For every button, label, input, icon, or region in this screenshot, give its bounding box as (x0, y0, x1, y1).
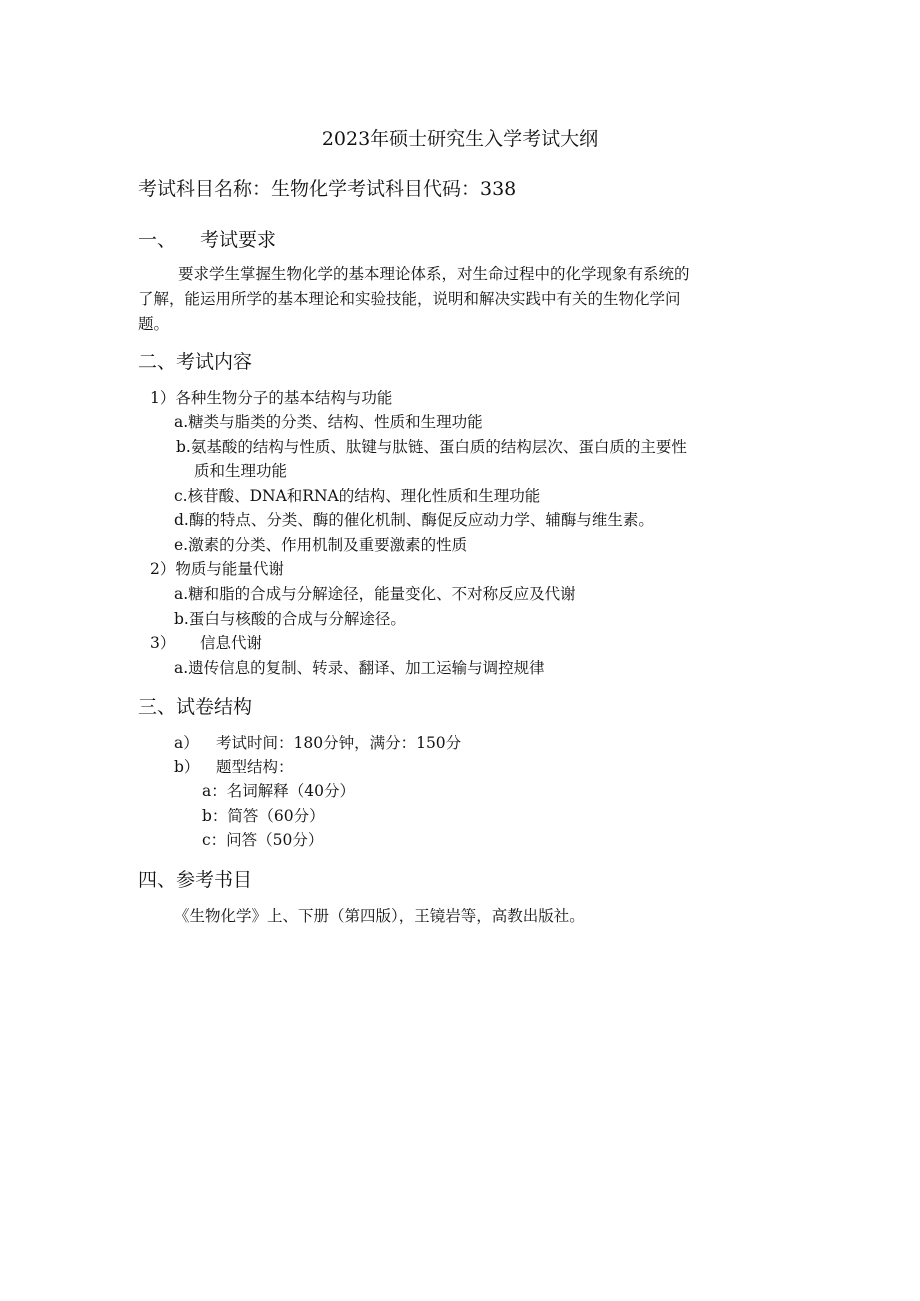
content-item-2b: b.蛋白与核酸的合成与分解途径。 (174, 610, 406, 628)
content-item-2: 2）物质与能量代谢 (150, 560, 284, 578)
content-item-3-number: 3） (150, 634, 176, 652)
content-item-1d: d.酶的特点、分类、酶的催化机制、酶促反应动力学、辅酶与维生素。 (174, 511, 654, 529)
section-1-heading (138, 225, 276, 252)
content-item-1c: c.核苷酸、DNA和RNA的结构、理化性质和生理功能 (174, 487, 541, 505)
section-1-number: 一、 (138, 229, 177, 251)
content-item-3a: a.遗传信息的复制、转录、翻译、加工运输与调控规律 (174, 659, 545, 677)
document-title: 2023年硕士研究生入学考试大纲 (321, 128, 599, 150)
content-item-1b-line-1: b.氨基酸的结构与性质、肽键与肽链、蛋白质的结构层次、蛋白质的主要性 (176, 438, 687, 456)
section-1-para-line-1: 要求学生掌握生物化学的基本理论体系，对生命过程中的化学现象有系统的 (178, 265, 690, 283)
structure-item-b (174, 755, 294, 777)
section-4-heading: 四、参考书目 (138, 869, 253, 891)
content-item-1b-line-2: 质和生理功能 (194, 462, 288, 480)
content-item-3 (150, 631, 262, 653)
section-1-para-line-2: 了解，能运用所学的基本理论和实验技能，说明和解决实践中有关的生物化学问 (138, 290, 681, 308)
content-item-3-text: 信息代谢 (200, 634, 263, 652)
subject-line: 考试科目名称：生物化学考试科目代码：338 (138, 178, 517, 200)
structure-item-a (174, 731, 461, 753)
content-item-1e: e.激素的分类、作用机制及重要激素的性质 (174, 536, 468, 554)
structure-item-a-number: a） (174, 734, 199, 752)
structure-item-b-text: 题型结构： (216, 758, 294, 776)
section-2-heading: 二、考试内容 (138, 351, 253, 373)
structure-item-b-number: b） (174, 758, 200, 776)
question-type-1: a：名词解释（40分） (202, 782, 355, 800)
reference-book: 《生物化学》上、下册（第四版），王镜岩等，高教出版社。 (174, 907, 585, 925)
question-type-3: c：问答（50分） (202, 831, 324, 849)
content-item-1a: a.糖类与脂类的分类、结构、性质和生理功能 (174, 413, 483, 431)
structure-item-a-text: 考试时间：180分钟，满分：150分 (216, 734, 462, 752)
section-1-para-line-3: 题。 (138, 315, 170, 333)
content-item-2a: a.糖和脂的合成与分解途径，能量变化、不对称反应及代谢 (174, 585, 576, 603)
content-item-1: 1）各种生物分子的基本结构与功能 (150, 389, 393, 407)
question-type-2: b：简答（60分） (202, 807, 325, 825)
section-1-title: 考试要求 (200, 229, 277, 251)
section-3-heading: 三、试卷结构 (138, 696, 253, 718)
